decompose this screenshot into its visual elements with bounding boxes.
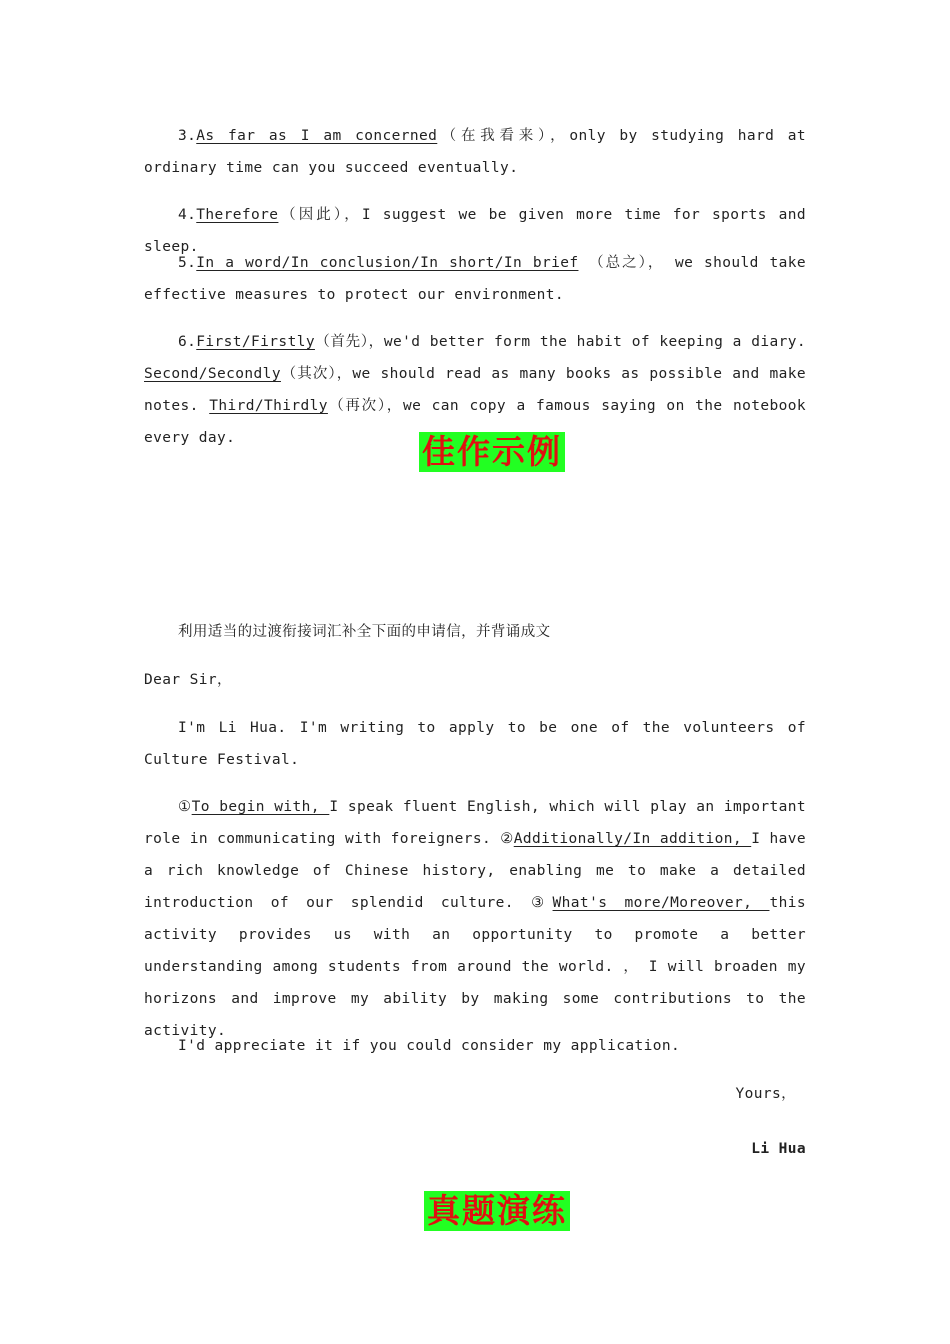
item-number: 3. xyxy=(178,128,197,144)
item-number: 5. xyxy=(178,255,197,271)
answer-blank: As far as I am concerned xyxy=(196,128,438,144)
chinese-hint: （再次） xyxy=(327,398,387,414)
answer-blank: Additionally/In addition, xyxy=(513,831,752,847)
circle-marker: ① xyxy=(178,799,192,815)
instruction: 利用适当的过渡衔接词汇补全下面的申请信，并背诵成文 xyxy=(178,624,551,640)
letter-paragraph-2 xyxy=(144,791,806,1047)
section-banner-practice: 真题演练 xyxy=(424,1191,570,1231)
answer-blank: What's more/Moreover, xyxy=(552,895,770,911)
chinese-hint: （因此） xyxy=(278,207,345,223)
letter-paragraph-1: I'm Li Hua. I'm writing to apply to be one of the volunteers of Culture Festival. xyxy=(144,720,806,768)
chinese-hint: （在我看来） xyxy=(437,128,551,144)
sentence-text: ，only by studying hard at ordinary time can you succeed eventually. xyxy=(144,128,807,176)
answer-blank: In a word/In conclusion/In short/In brief xyxy=(196,255,579,271)
chinese-hint: （其次） xyxy=(280,366,337,382)
item-5 xyxy=(144,247,806,311)
circle-marker: ② xyxy=(500,831,514,847)
answer-blank: Second/Secondly xyxy=(144,366,281,382)
answer-blank: Therefore xyxy=(196,207,279,223)
chinese-hint: （总之）， xyxy=(578,255,665,271)
sentence-text: ，we can copy a famous saying on the notebook every day. xyxy=(144,398,806,446)
answer-blank: Third/Thirdly xyxy=(209,398,328,414)
sentence-text: this activity provides us with an opportunity to promote a better understanding among students from around the world. ， I will broaden my horizons and improve my ability by making some contributions to the activity. xyxy=(144,895,806,1039)
section-banner-example: 佳作示例 xyxy=(419,432,565,472)
answer-blank: First/Firstly xyxy=(196,334,315,350)
letter-paragraph-3: I'd appreciate it if you could consider my application. xyxy=(178,1038,681,1054)
item-number: 6. xyxy=(178,334,197,350)
letter-signature: Li Hua xyxy=(751,1141,806,1157)
sentence-text: ，I suggest we be given more time for sports and sleep. xyxy=(144,207,806,255)
item-3 xyxy=(144,120,806,184)
sentence-text: we should take effective measures to protect our environment. xyxy=(144,255,806,303)
answer-blank: To begin with, xyxy=(191,799,330,815)
sentence-text: ，we should read as many books as possible and make notes. xyxy=(144,366,806,414)
sentence-text: I have a rich knowledge of Chinese history, enabling me to make a detailed introduction of our splendid culture. xyxy=(144,831,807,911)
letter-greeting: Dear Sir， xyxy=(144,672,232,688)
circle-marker: ③ xyxy=(531,895,553,911)
sentence-text: ，we'd better form the habit of keeping a diary. xyxy=(368,334,806,350)
letter-closing: Yours， xyxy=(735,1086,796,1102)
sentence-text: I speak fluent English, which will play an important role in communicating with foreigners. xyxy=(144,799,806,847)
item-number: 4. xyxy=(178,207,197,223)
chinese-hint: （首先） xyxy=(314,334,369,350)
